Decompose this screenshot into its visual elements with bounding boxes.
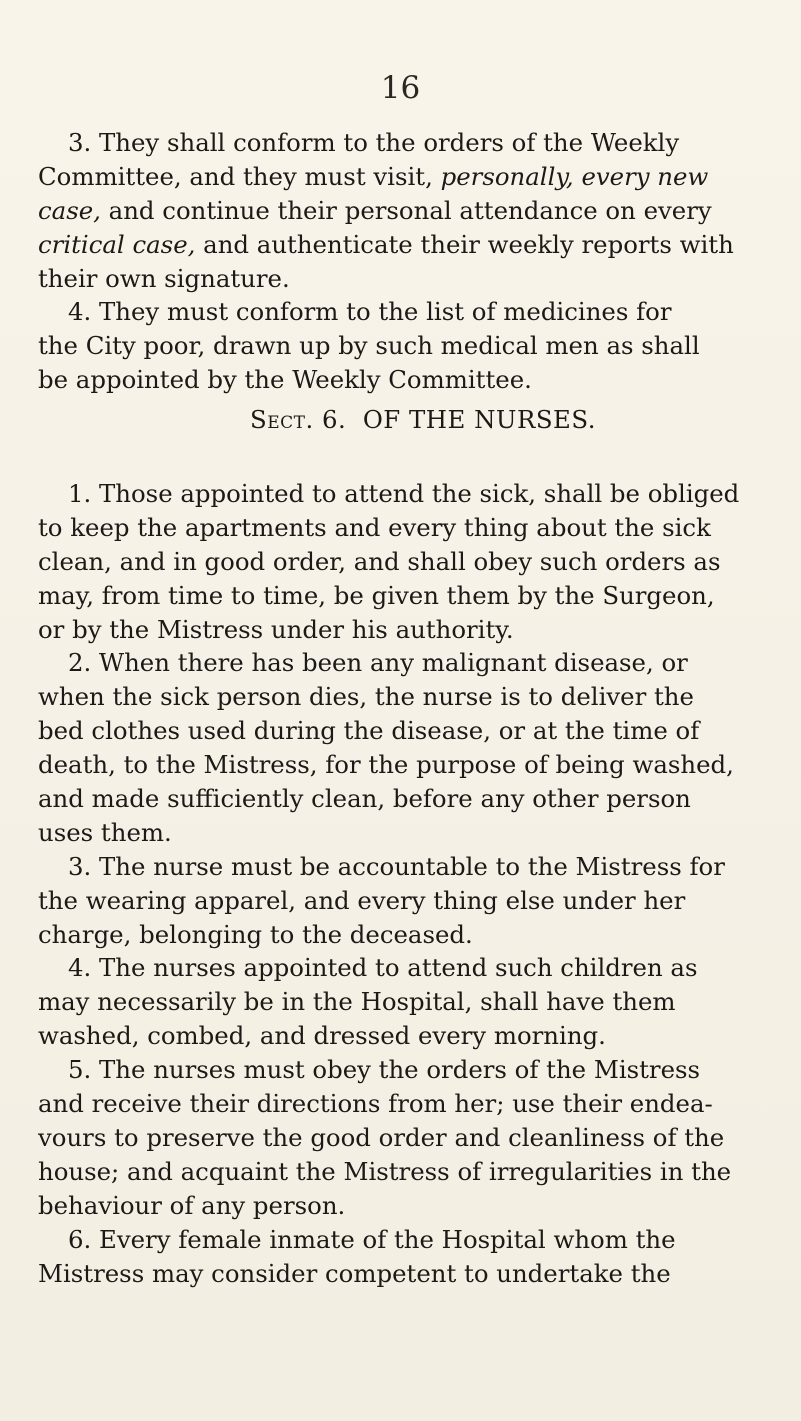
text-run: Committee, and they must visit,	[38, 161, 433, 191]
section-heading	[38, 403, 778, 437]
text-line: be appointed by the Weekly Committee.	[38, 365, 532, 395]
italic-text: critical case,	[38, 229, 196, 259]
text-line: or by the Mistress under his authority.	[38, 614, 514, 644]
text-line: house; and acquaint the Mistress of irregularities in the	[38, 1156, 732, 1186]
text-line: and receive their directions from her; use their endea-	[38, 1089, 713, 1119]
text-run: and continue their personal attendance on every	[108, 195, 712, 225]
text-line: behaviour of any person.	[38, 1190, 346, 1220]
text-run: and authenticate their weekly reports with	[203, 229, 734, 259]
page-body-text	[38, 126, 778, 1290]
italic-text: case,	[38, 195, 101, 225]
text-line: 6. Every female inmate of the Hospital whom the	[68, 1224, 676, 1254]
text-line: washed, combed, and dressed every morning.	[38, 1021, 606, 1051]
text-line: the City poor, drawn up by such medical men as shall	[38, 331, 700, 361]
text-line: and made sufficiently clean, before any other person	[38, 784, 691, 814]
text-line: 3. They shall conform to the orders of the Weekly	[68, 128, 680, 157]
section-title: OF THE NURSES.	[362, 405, 596, 435]
text-line: Mistress may consider competent to undertake the	[38, 1258, 671, 1288]
italic-text: every new	[581, 161, 709, 191]
text-line: 4. They must conform to the list of medicines for	[68, 297, 672, 327]
text-line: charge, belonging to the deceased.	[38, 919, 473, 949]
text-line: may necessarily be in the Hospital, shall have them	[38, 987, 676, 1017]
text-line: 3. The nurse must be accountable to the Mistress for	[68, 851, 725, 881]
text-line: 1. Those appointed to attend the sick, shall be obliged	[68, 479, 740, 509]
text-line: 4. The nurses appointed to attend such children as	[68, 953, 698, 983]
section-number: Sect. 6.	[250, 405, 347, 435]
text-line: uses them.	[38, 817, 172, 847]
text-line: vours to preserve the good order and cleanliness of the	[38, 1122, 725, 1152]
text-line: bed clothes used during the disease, or at the time of	[38, 716, 700, 746]
text-line	[38, 228, 778, 262]
page-number: 16	[380, 70, 421, 106]
italic-text: personally,	[440, 161, 574, 191]
text-line: to keep the apartments and every thing about the sick	[38, 512, 711, 542]
text-line: their own signature.	[38, 263, 290, 293]
text-line: 2. When there has been any malignant disease, or	[68, 648, 688, 678]
text-line	[38, 194, 778, 228]
text-line: death, to the Mistress, for the purpose of being washed,	[38, 750, 734, 780]
text-line: the wearing apparel, and every thing else under her	[38, 885, 686, 915]
text-line: clean, and in good order, and shall obey such orders as	[38, 546, 721, 576]
text-line: when the sick person dies, the nurse is to deliver the	[38, 682, 694, 712]
text-line: 5. The nurses must obey the orders of the Mistress	[68, 1055, 701, 1085]
text-line: may, from time to time, be given them by the Surgeon,	[38, 580, 715, 610]
text-line	[38, 160, 778, 194]
